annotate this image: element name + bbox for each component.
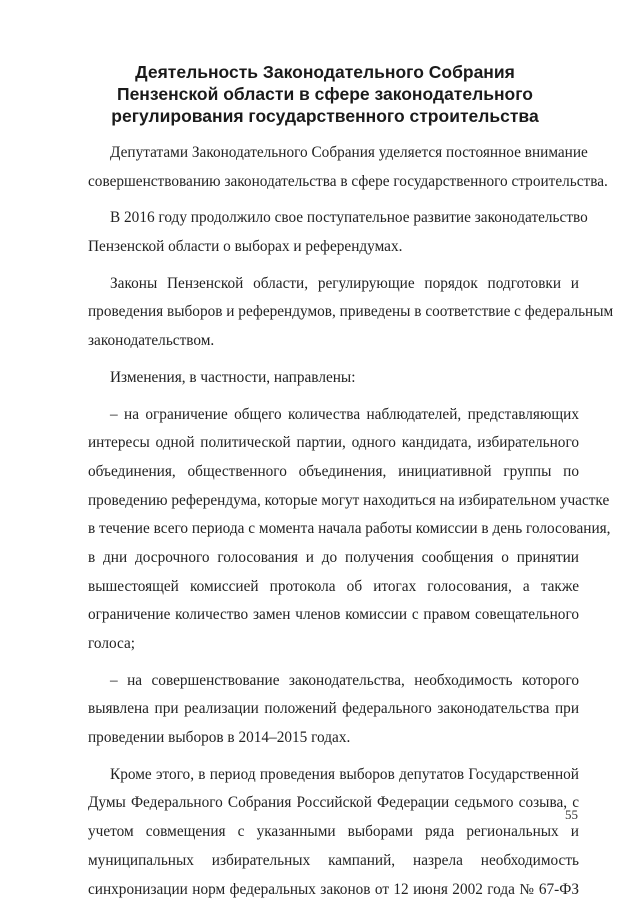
text-line: совершенствованию законодательства в сфере государственного строительства. bbox=[88, 172, 608, 190]
text-line: законодательством. bbox=[88, 332, 215, 350]
document-body bbox=[88, 139, 614, 912]
text-line: Законы Пензенской области, регулирующие порядок подготовки и bbox=[110, 274, 579, 292]
paragraph bbox=[88, 761, 579, 904]
paragraph bbox=[88, 139, 608, 196]
text-line: – на ограничение общего количества наблюдателей, представляющих bbox=[110, 405, 579, 423]
paragraph bbox=[88, 667, 579, 753]
text-line: проведению референдума, которые могут находиться на избирательном участке bbox=[88, 491, 610, 509]
text-line: проведения выборов и референдумов, приведены в соответствие с федеральным bbox=[88, 303, 614, 321]
paragraph bbox=[88, 270, 614, 356]
text-line: Изменения, в частности, направлены: bbox=[110, 368, 356, 386]
title-line: Пензенской области в сфере законодательного bbox=[117, 84, 533, 104]
text-line: Депутатами Законодательного Собрания уделяется постоянное внимание bbox=[110, 144, 588, 161]
text-line: объединения, общественного объединения, инициативной группы по bbox=[88, 462, 579, 480]
text-line: выявлена при реализации положений федерального законодательства при bbox=[88, 700, 579, 718]
text-line: голоса; bbox=[88, 635, 136, 652]
text-line: Кроме этого, в период проведения выборов депутатов Государственной bbox=[110, 765, 579, 783]
text-line: в течение всего периода с момента начала работы комиссии в день голосования, bbox=[88, 520, 611, 538]
text-line: интересы одной политической партии, одного кандидата, избирательного bbox=[88, 434, 579, 452]
text-line: муниципальных избирательных кампаний, назрела необходимость bbox=[88, 851, 579, 869]
text-line: в дни досрочного голосования и до получения сообщения о принятии bbox=[88, 548, 579, 566]
text-line: ограничение количество замен членов комиссии с правом совещательного bbox=[88, 606, 579, 624]
text-line: – на совершенствование законодательства, необходимость которого bbox=[110, 671, 579, 689]
text-line: Думы Федерального Собрания Российской Федерации седьмого созыва, с bbox=[88, 794, 579, 812]
title-line: регулирования государственного строительства bbox=[111, 106, 539, 126]
text-line: синхронизации норм федеральных законов от 12 июня 2002 года № 67-ФЗ bbox=[88, 880, 579, 898]
paragraph bbox=[88, 401, 611, 659]
text-line: проведении выборов в 2014–2015 годах. bbox=[88, 729, 351, 747]
title-line: Деятельность Законодательного Собрания bbox=[135, 62, 515, 82]
page-title bbox=[80, 61, 570, 127]
page-number: 55 bbox=[565, 807, 578, 822]
paragraph bbox=[88, 364, 579, 393]
paragraph bbox=[88, 204, 588, 261]
text-line: В 2016 году продолжило свое поступательное развитие законодательство bbox=[110, 209, 588, 227]
text-line: Пензенской области о выборах и референдумах. bbox=[88, 238, 403, 256]
text-line: учетом совмещения с указанными выборами ряда региональных и bbox=[88, 823, 579, 841]
text-line: вышестоящей комиссией протокола об итогах голосования, а также bbox=[88, 577, 579, 595]
